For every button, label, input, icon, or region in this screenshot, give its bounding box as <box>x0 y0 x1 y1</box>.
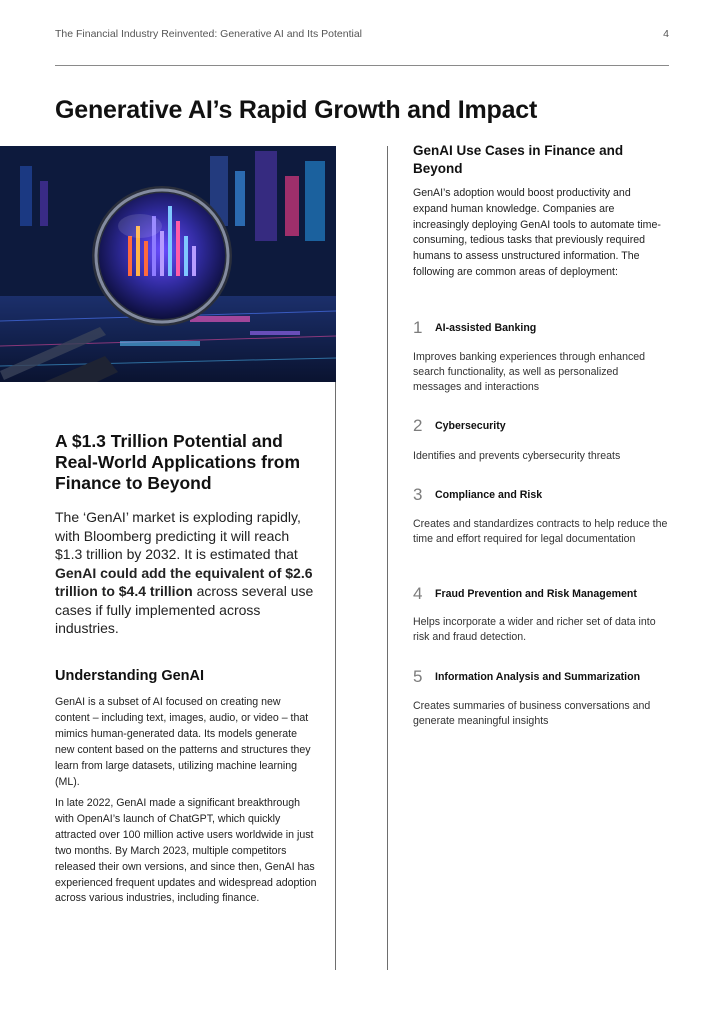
intro-text-bold: GenAI could add the equivalent of $2.6 trillion to $4.4 trillion <box>55 564 313 599</box>
understanding-genai-heading: Understanding GenAI <box>55 668 205 684</box>
understanding-genai-paragraph-2: In late 2022, GenAI made a significant breakthrough with OpenAI’s launch of ChatGPT, which quickly attracted over 100 million active users worldwide in just two months. By March 2023, multiple competitors released their own versions, and since then, GenAI has experienced frequent updates and widespread adoption across various industries, including finance. <box>55 797 317 905</box>
header-divider <box>55 65 669 66</box>
use-cases-heading: GenAI Use Cases in Finance and Beyond <box>413 143 624 176</box>
use-case-number: 5 <box>413 667 423 686</box>
hero-image <box>0 146 336 382</box>
use-case-number: 2 <box>413 416 423 435</box>
use-case-description: Creates and standardizes contracts to help reduce the time and effort required for legal documentation <box>413 518 668 546</box>
magnifying-glass-illustration <box>0 146 336 382</box>
use-case-description: Identifies and prevents cybersecurity threats <box>413 450 621 462</box>
use-case-title: Compliance and Risk <box>435 489 543 501</box>
use-case-title: Fraud Prevention and Risk Management <box>435 588 637 600</box>
use-case-title: Cybersecurity <box>435 420 506 432</box>
use-case-description: Helps incorporate a wider and richer set of data into risk and fraud detection. <box>413 616 656 644</box>
right-column-divider <box>387 146 388 970</box>
use-case-number: 3 <box>413 485 423 504</box>
use-case-description: Improves banking experiences through enhanced search functionality, as well as personalized messages and interactions <box>413 351 646 394</box>
understanding-genai-paragraph-1: GenAI is a subset of AI focused on creating new content – including text, images, audio, or video – that mimics human-generated data. Its models generate new content based on the patterns and structures they learn from large datasets, utilizing machine learning (ML). <box>55 696 311 788</box>
use-case-title: Information Analysis and Summarization <box>435 671 641 683</box>
intro-text-part2: across several use cases if fully implemented across industries. <box>55 583 314 636</box>
use-case-description: Creates summaries of business conversations and generate meaningful insights <box>413 700 651 728</box>
intro-text-part1: The ‘GenAI’ market is exploding rapidly, with Bloomberg predicting it will reach $1.3 trillion by 2032. It is estimated that <box>55 509 301 562</box>
use-case-title: AI-assisted Banking <box>435 322 537 334</box>
left-column-divider <box>335 382 336 970</box>
use-cases-intro: GenAI’s adoption would boost productivity and expand human knowledge. Companies are increasingly deploying GenAI tools to automate time-consuming, tedious tasks that previously required humans to assess unstructured information. The following are common areas of deployment: <box>413 187 661 278</box>
page-title: Generative AI’s Rapid Growth and Impact <box>55 96 538 124</box>
use-case-number: 4 <box>413 584 423 603</box>
running-header: The Financial Industry Reinvented: Generative AI and Its Potential <box>55 28 363 40</box>
market-potential-heading: A $1.3 Trillion Potential and Real-World Applications from Finance to Beyond <box>55 431 301 493</box>
use-case-number: 1 <box>413 318 423 337</box>
page-number: 4 <box>663 28 669 40</box>
market-potential-paragraph <box>55 508 317 638</box>
